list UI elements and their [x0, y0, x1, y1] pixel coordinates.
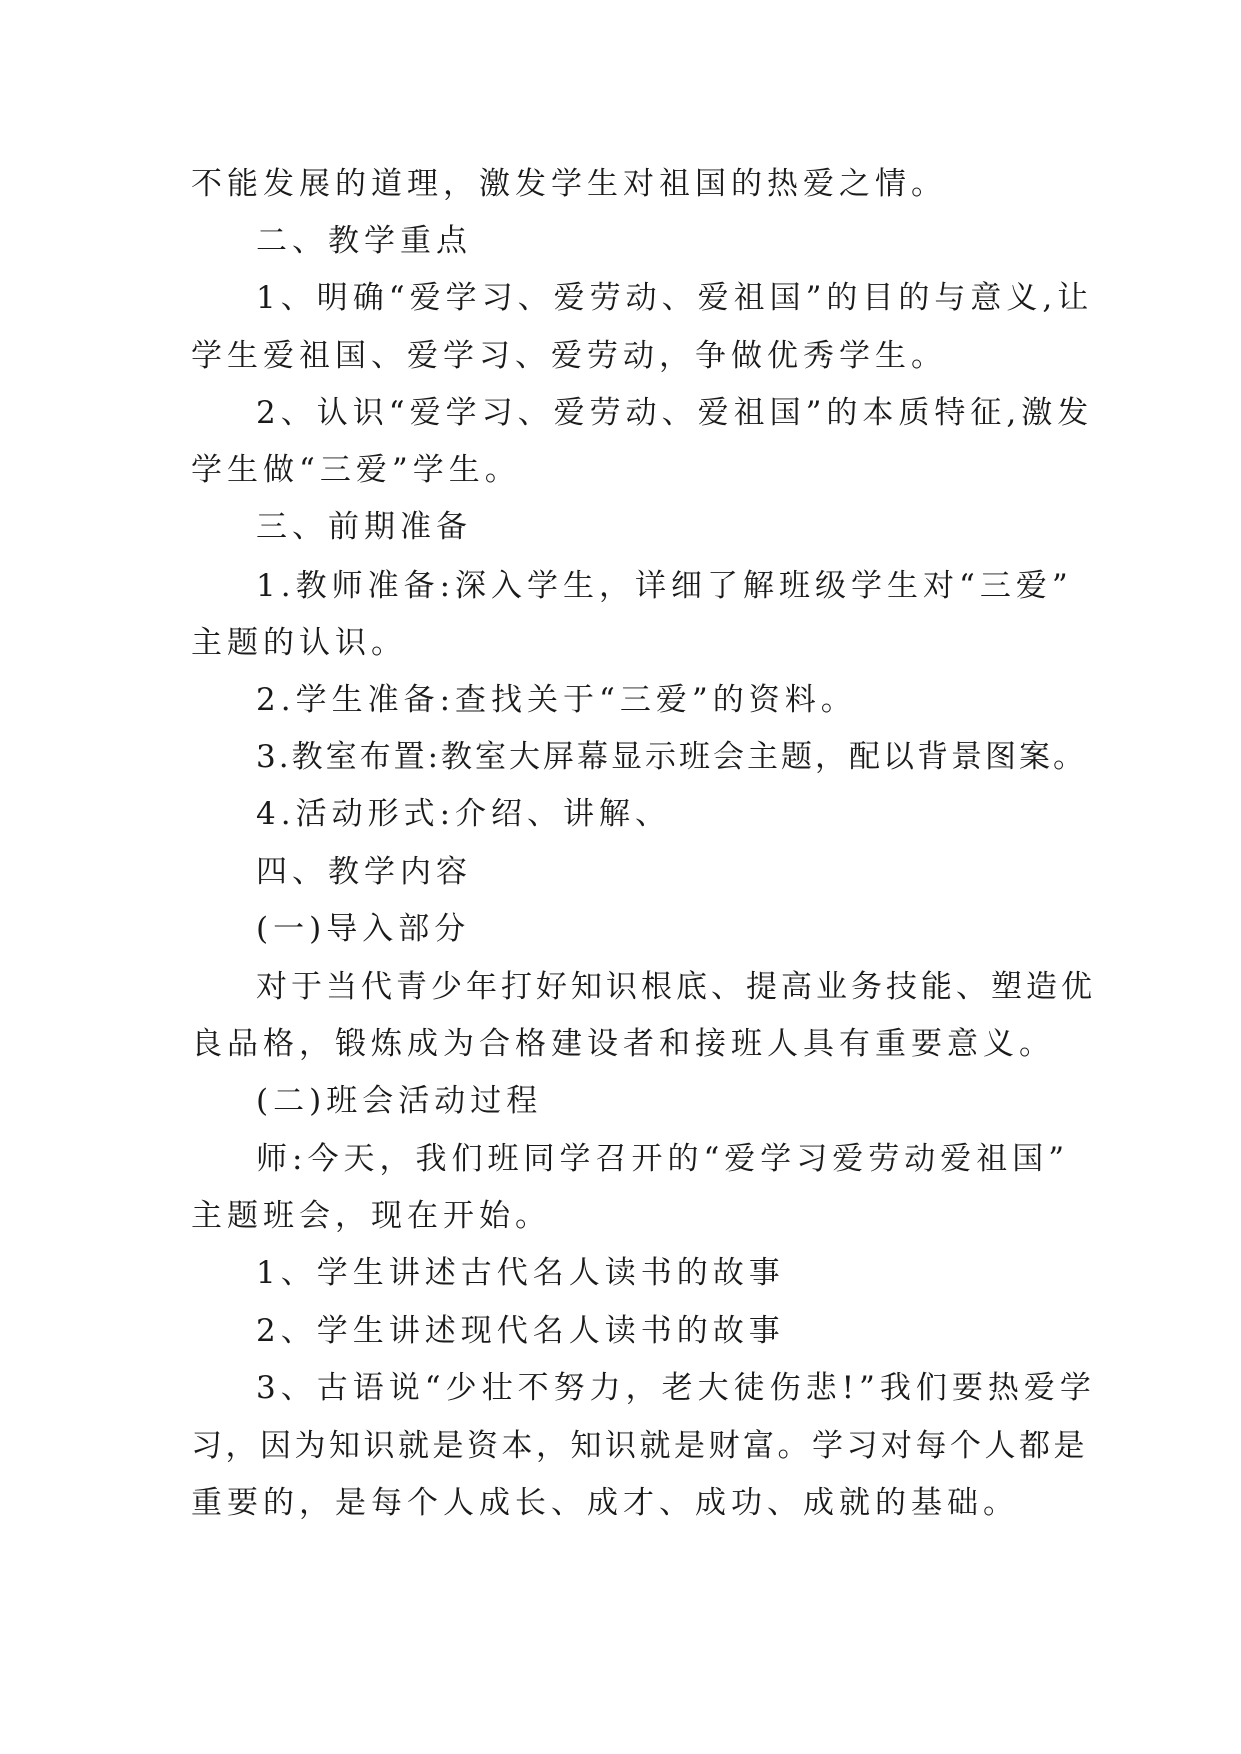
paragraph-line: 主题的认识。: [191, 625, 407, 661]
paragraph-line: 1.教师准备:深入学生，详细了解班级学生对“三爱”: [256, 568, 1073, 604]
section-heading: 四、教学内容: [256, 854, 472, 890]
paragraph-line: 3.教室布置:教室大屏幕显示班会主题，配以背景图案。: [256, 739, 1088, 775]
paragraph-line: 主题班会，现在开始。: [191, 1198, 551, 1234]
paragraph-line: 2、认识“爱学习、爱劳动、爱祖国”的本质特征,激发: [256, 395, 1094, 431]
paragraph-line: 不能发展的道理，激发学生对祖国的热爱之情。: [191, 166, 947, 202]
paragraph-line: 4.活动形式:介绍、讲解、: [256, 796, 672, 832]
paragraph-line: 习，因为知识就是资本，知识就是财富。学习对每个人都是: [191, 1428, 1088, 1464]
paragraph-line: 师:今天，我们班同学召开的“爱学习爱劳动爱祖国”: [256, 1141, 1070, 1177]
paragraph-line: 对于当代青少年打好知识根底、提高业务技能、塑造优: [256, 969, 1096, 1005]
list-item: 1、学生讲述古代名人读书的故事: [256, 1255, 785, 1291]
subsection-heading: (一)导入部分: [256, 911, 471, 947]
section-heading: 三、前期准备: [256, 509, 472, 545]
paragraph-line: 3、古语说“少壮不努力，老大徒伤悲!”我们要热爱学: [256, 1370, 1096, 1406]
paragraph-line: 2.学生准备:查找关于“三爱”的资料。: [256, 682, 857, 718]
subsection-heading: (二)班会活动过程: [256, 1083, 543, 1119]
paragraph-line: 学生做“三爱”学生。: [191, 452, 521, 488]
paragraph-line: 良品格，锻炼成为合格建设者和接班人具有重要意义。: [191, 1026, 1055, 1062]
section-heading: 二、教学重点: [256, 223, 472, 259]
list-item: 2、学生讲述现代名人读书的故事: [256, 1313, 785, 1349]
paragraph-line: 学生爱祖国、爱学习、爱劳动，争做优秀学生。: [191, 338, 947, 374]
paragraph-line: 重要的，是每个人成长、成才、成功、成就的基础。: [191, 1485, 1019, 1521]
paragraph-line: 1、明确“爱学习、爱劳动、爱祖国”的目的与意义,让: [256, 280, 1094, 316]
